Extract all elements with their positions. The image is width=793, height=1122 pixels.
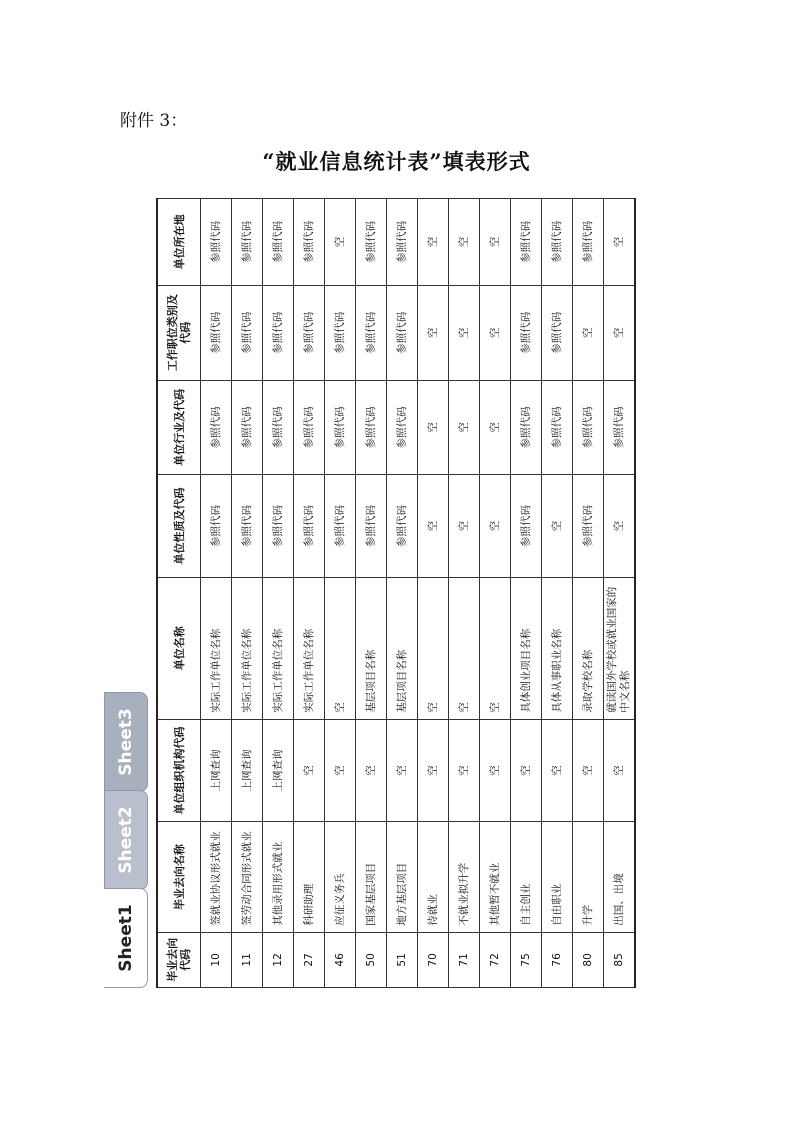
table-row — [294, 199, 325, 988]
table-cell: 参照代码 — [356, 380, 387, 475]
document-title: “就业信息统计表”填表形式 — [262, 149, 531, 174]
table-cell: 10 — [201, 932, 232, 987]
table-cell: 上网查询 — [232, 719, 263, 822]
table-row — [418, 199, 449, 988]
table-row — [449, 199, 480, 988]
attachment-label: 附件 3： — [120, 111, 188, 131]
table-cell: 空 — [511, 719, 542, 822]
table-cell: 空 — [387, 719, 418, 822]
table-row — [263, 199, 294, 988]
header-job-category: 工作职位类别及代码 — [157, 285, 201, 380]
table-cell: 参照代码 — [387, 475, 418, 578]
tab-sheet2[interactable]: Sheet2 — [104, 790, 148, 890]
table-row — [387, 199, 418, 988]
table-cell: 基层项目名称 — [387, 577, 418, 719]
table-cell: 自由职业 — [542, 822, 573, 932]
table-row — [542, 199, 573, 988]
table-cell: 空 — [604, 285, 636, 380]
rotated-table-container — [156, 198, 634, 988]
table-cell: 参照代码 — [387, 199, 418, 286]
table-cell: 录取学校名称 — [573, 577, 604, 719]
table-cell: 51 — [387, 932, 418, 987]
table-cell: 46 — [325, 932, 356, 987]
table-cell: 空 — [573, 285, 604, 380]
table-cell: 空 — [604, 199, 636, 286]
header-destination-code: 毕业去向代码 — [157, 932, 201, 987]
table-cell: 空 — [604, 475, 636, 578]
table-cell: 参照代码 — [511, 380, 542, 475]
table-cell: 签就业协议形式就业 — [201, 822, 232, 932]
table-cell: 上网查询 — [263, 719, 294, 822]
table-cell: 空 — [449, 577, 480, 719]
table-cell: 80 — [573, 932, 604, 987]
employment-info-table — [156, 198, 636, 988]
table-cell: 空 — [294, 719, 325, 822]
table-cell: 国家基层项目 — [356, 822, 387, 932]
table-cell: 实际工作单位名称 — [232, 577, 263, 719]
table-cell: 参照代码 — [511, 285, 542, 380]
table-cell: 参照代码 — [356, 475, 387, 578]
table-cell: 参照代码 — [325, 285, 356, 380]
header-unit-location: 单位所在地 — [157, 199, 201, 286]
table-cell: 不就业拟升学 — [449, 822, 480, 932]
table-cell: 空 — [325, 719, 356, 822]
table-cell: 参照代码 — [573, 380, 604, 475]
tab-sheet1[interactable]: Sheet1 — [104, 888, 148, 988]
table-cell: 空 — [480, 577, 511, 719]
table-row — [480, 199, 511, 988]
table-cell: 参照代码 — [511, 475, 542, 578]
table-cell: 升学 — [573, 822, 604, 932]
table-cell: 空 — [604, 719, 636, 822]
table-cell: 空 — [449, 719, 480, 822]
table-cell: 参照代码 — [294, 285, 325, 380]
table-cell: 实际工作单位名称 — [201, 577, 232, 719]
table-cell: 参照代码 — [263, 199, 294, 286]
table-header-row — [157, 199, 201, 988]
table-cell: 参照代码 — [387, 380, 418, 475]
table-cell: 参照代码 — [263, 285, 294, 380]
table-cell: 85 — [604, 932, 636, 987]
table-cell: 参照代码 — [294, 199, 325, 286]
table-cell: 27 — [294, 932, 325, 987]
table-cell: 参照代码 — [232, 285, 263, 380]
table-cell: 参照代码 — [263, 380, 294, 475]
table-cell: 空 — [325, 199, 356, 286]
table-cell: 签劳动合同形式就业 — [232, 822, 263, 932]
table-row — [232, 199, 263, 988]
table-cell: 参照代码 — [232, 380, 263, 475]
table-cell: 参照代码 — [325, 380, 356, 475]
table-cell: 参照代码 — [201, 475, 232, 578]
table-cell: 上网查询 — [201, 719, 232, 822]
header-unit-nature: 单位性质及代码 — [157, 475, 201, 578]
table-cell: 参照代码 — [294, 380, 325, 475]
table-cell: 空 — [418, 475, 449, 578]
table-row — [604, 199, 636, 988]
table-cell: 空 — [480, 719, 511, 822]
table-cell: 空 — [480, 285, 511, 380]
table-cell: 70 — [418, 932, 449, 987]
sheet-tab-bar — [104, 678, 149, 988]
tab-sheet3[interactable]: Sheet3 — [104, 692, 148, 792]
table-cell: 空 — [542, 475, 573, 578]
header-org-code: 单位组织机构代码 — [157, 719, 201, 822]
table-cell: 应征义务兵 — [325, 822, 356, 932]
table-cell: 参照代码 — [232, 475, 263, 578]
table-cell: 空 — [418, 719, 449, 822]
table-cell: 空 — [418, 380, 449, 475]
table-cell: 参照代码 — [201, 285, 232, 380]
table-cell: 12 — [263, 932, 294, 987]
table-cell: 空 — [449, 285, 480, 380]
table-cell: 空 — [418, 285, 449, 380]
table-cell: 空 — [573, 719, 604, 822]
table-cell: 空 — [449, 475, 480, 578]
table-cell: 空 — [480, 475, 511, 578]
header-unit-industry: 单位行业及代码 — [157, 380, 201, 475]
table-cell: 实际工作单位名称 — [294, 577, 325, 719]
table-cell: 自主创业 — [511, 822, 542, 932]
table-cell: 出国、出境 — [604, 822, 636, 932]
table-cell: 参照代码 — [542, 285, 573, 380]
table-cell: 基层项目名称 — [356, 577, 387, 719]
table-cell: 空 — [480, 380, 511, 475]
table-cell: 参照代码 — [573, 199, 604, 286]
table-cell: 地方基层项目 — [387, 822, 418, 932]
table-cell: 空 — [356, 719, 387, 822]
table-cell: 空 — [325, 577, 356, 719]
table-cell: 参照代码 — [201, 380, 232, 475]
table-cell: 参照代码 — [604, 380, 636, 475]
table-cell: 空 — [449, 199, 480, 286]
table-cell: 空 — [480, 199, 511, 286]
table-row — [325, 199, 356, 988]
table-cell: 参照代码 — [294, 475, 325, 578]
table-cell: 空 — [449, 380, 480, 475]
table-cell: 空 — [418, 577, 449, 719]
table-cell: 11 — [232, 932, 263, 987]
table-cell: 参照代码 — [356, 199, 387, 286]
table-cell: 71 — [449, 932, 480, 987]
table-cell: 参照代码 — [232, 199, 263, 286]
table-cell: 科研助理 — [294, 822, 325, 932]
table-cell: 具体创业项目名称 — [511, 577, 542, 719]
table-cell: 具体从事职业名称 — [542, 577, 573, 719]
table-cell: 空 — [418, 199, 449, 286]
table-row — [201, 199, 232, 988]
table-row — [573, 199, 604, 988]
table-row — [356, 199, 387, 988]
table-row — [511, 199, 542, 988]
table-cell: 其他暂不就业 — [480, 822, 511, 932]
table-cell: 参照代码 — [387, 285, 418, 380]
table-cell: 参照代码 — [542, 199, 573, 286]
table-cell: 72 — [480, 932, 511, 987]
table-cell: 参照代码 — [542, 380, 573, 475]
table-cell: 待就业 — [418, 822, 449, 932]
table-cell: 参照代码 — [325, 475, 356, 578]
table-cell: 实际工作单位名称 — [263, 577, 294, 719]
table-cell: 参照代码 — [263, 475, 294, 578]
table-cell: 参照代码 — [511, 199, 542, 286]
table-cell: 其他录用形式就业 — [263, 822, 294, 932]
header-unit-name: 单位名称 — [157, 577, 201, 719]
table-cell: 76 — [542, 932, 573, 987]
table-cell: 空 — [542, 719, 573, 822]
table-cell: 参照代码 — [201, 199, 232, 286]
table-cell: 50 — [356, 932, 387, 987]
table-cell: 75 — [511, 932, 542, 987]
table-cell: 参照代码 — [573, 475, 604, 578]
table-cell: 就读国外学校或就业国家的中文名称 — [604, 577, 636, 719]
table-cell: 参照代码 — [356, 285, 387, 380]
header-destination-name: 毕业去向名称 — [157, 822, 201, 932]
table-body — [201, 199, 636, 988]
